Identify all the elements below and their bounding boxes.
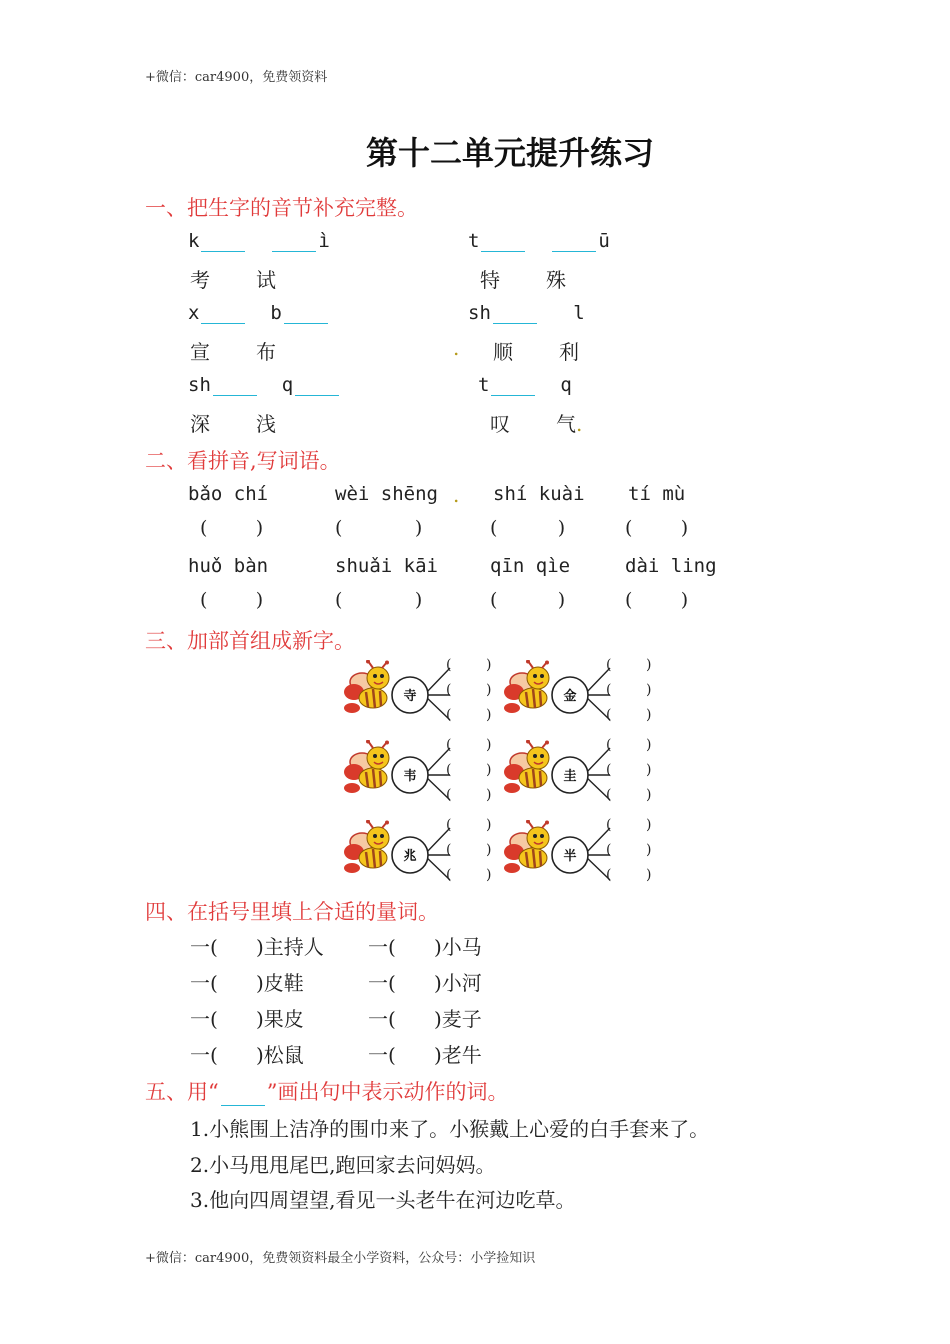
radical-char: 半 xyxy=(563,849,577,864)
hanzi: 叹 xyxy=(490,412,510,436)
section5-heading-start: 五、用“ xyxy=(145,1080,219,1104)
answer-paren[interactable]: ( ) xyxy=(200,589,264,611)
prefix: 一( xyxy=(190,935,218,959)
noun: 小河 xyxy=(441,971,482,995)
prefix: 一( xyxy=(190,1007,218,1031)
pinyin-initial: t xyxy=(478,374,490,396)
hanzi: 布 xyxy=(256,340,276,364)
pinyin-initial: q xyxy=(560,374,572,396)
char-pair xyxy=(190,408,276,437)
prefix: 一( xyxy=(190,1043,218,1067)
hanzi: 殊 xyxy=(546,268,566,292)
pinyin-initial: q xyxy=(281,374,294,396)
fill-blank[interactable] xyxy=(295,375,339,396)
char-pair xyxy=(190,264,276,293)
answer-paren[interactable]: ( ) xyxy=(490,517,566,539)
prefix: 一( xyxy=(368,935,396,959)
pinyin-prompt: qīn qìe xyxy=(490,555,571,577)
radical-char: 韦 xyxy=(403,769,417,784)
noun: 松鼠 xyxy=(263,1043,304,1067)
header-watermark: +微信：car4900，免费领资料 xyxy=(145,70,328,85)
pinyin-initial: t xyxy=(468,230,480,252)
section5-heading-end: ”画出句中表示动作的词。 xyxy=(266,1080,509,1104)
fill-blank[interactable] xyxy=(201,231,245,252)
fill-blank[interactable] xyxy=(272,231,316,252)
pinyin-prompt: shí kuài xyxy=(493,483,585,505)
answer-paren[interactable]: ( ) xyxy=(335,589,423,611)
pinyin-item xyxy=(468,230,610,252)
pinyin-initial: sh xyxy=(468,302,491,324)
measure-word-item[interactable]: 一( )小马 xyxy=(368,935,482,959)
noun: 主持人 xyxy=(263,935,324,959)
pinyin-prompt: tí mù xyxy=(628,483,686,505)
pinyin-final: ū xyxy=(598,230,610,252)
fill-blank[interactable] xyxy=(201,303,245,324)
hanzi: 试 xyxy=(256,268,276,292)
section1-heading: 一、把生字的音节补充完整。 xyxy=(145,196,418,220)
prefix: 一( xyxy=(368,1007,396,1031)
prefix: 一( xyxy=(190,971,218,995)
pinyin-initial: x xyxy=(188,302,200,324)
hanzi: 浅 xyxy=(256,412,276,436)
pinyin-item xyxy=(188,230,330,252)
section3-heading-text: 三、加部首组成新字。 xyxy=(145,629,355,653)
noun: 皮鞋 xyxy=(263,971,304,995)
dot-mark: . xyxy=(453,336,460,360)
fill-blank[interactable] xyxy=(493,303,537,324)
radical-char: 圭 xyxy=(563,769,577,784)
pinyin-initial: k xyxy=(188,230,200,252)
char-pair xyxy=(480,264,566,293)
hanzi: 顺 xyxy=(493,340,513,364)
noun: 小马 xyxy=(441,935,482,959)
prefix: 一( xyxy=(368,971,396,995)
answer-paren[interactable]: ( ) xyxy=(200,517,264,539)
char-pair xyxy=(490,408,582,437)
hanzi: 利 xyxy=(559,340,579,364)
sentence[interactable]: 1.小熊围上洁净的围巾来了。小猴戴上心爱的白手套来了。 xyxy=(190,1117,710,1141)
page-title: 第十二单元提升练习 xyxy=(365,134,654,172)
pinyin-prompt: wèi shēng xyxy=(335,483,438,505)
pinyin-initial: sh xyxy=(188,374,211,396)
fill-blank[interactable] xyxy=(491,375,535,396)
measure-word-item[interactable]: 一( )果皮 xyxy=(190,1007,304,1031)
answer-paren[interactable]: ( ) xyxy=(625,517,689,539)
measure-word-item[interactable]: 一( )主持人 xyxy=(190,935,324,959)
dot-mark: . xyxy=(576,412,583,436)
section3-heading xyxy=(145,625,355,655)
hanzi: 特 xyxy=(480,268,500,292)
measure-word-item[interactable]: 一( )小河 xyxy=(368,971,482,995)
underline-sample xyxy=(221,1085,265,1106)
measure-word-item[interactable]: 一( )麦子 xyxy=(368,1007,482,1031)
hanzi: 气 xyxy=(556,412,576,436)
measure-word-item[interactable]: 一( )老牛 xyxy=(368,1043,482,1067)
sentence[interactable]: 2.小马甩甩尾巴,跑回家去问妈妈。 xyxy=(190,1153,496,1177)
fill-blank[interactable] xyxy=(284,303,328,324)
section5-heading xyxy=(145,1076,509,1106)
pinyin-item xyxy=(188,374,341,396)
pinyin-prompt: huǒ bàn xyxy=(188,555,269,577)
answer-paren[interactable]: ( ) xyxy=(490,589,566,611)
char-pair xyxy=(190,336,276,365)
fill-blank[interactable] xyxy=(552,231,596,252)
pinyin-item xyxy=(478,374,572,396)
pinyin-initial: b xyxy=(270,302,282,324)
pinyin-final: ì xyxy=(318,230,330,252)
pinyin-item xyxy=(468,302,585,324)
sentence[interactable]: 3.他向四周望望,看见一头老牛在河边吃草。 xyxy=(190,1188,576,1212)
measure-word-item[interactable]: 一( )皮鞋 xyxy=(190,971,304,995)
dot-mark: . xyxy=(453,483,460,507)
radical-char: 寺 xyxy=(403,689,417,704)
radical-char: 兆 xyxy=(403,849,417,864)
answer-paren[interactable]: ( ) xyxy=(625,589,689,611)
hanzi: 考 xyxy=(190,268,210,292)
hanzi: 宣 xyxy=(190,340,210,364)
footer-watermark: +微信：car4900，免费领资料最全小学资料，公众号：小学捡知识 xyxy=(145,1251,536,1266)
section4-heading: 四、在括号里填上合适的量词。 xyxy=(145,900,439,924)
fill-blank[interactable] xyxy=(213,375,257,396)
radical-char: 金 xyxy=(563,689,577,704)
prefix: 一( xyxy=(368,1043,396,1067)
noun: 麦子 xyxy=(441,1007,482,1031)
hanzi: 深 xyxy=(190,412,210,436)
noun: 果皮 xyxy=(263,1007,304,1031)
char-pair xyxy=(493,336,579,365)
fill-blank[interactable] xyxy=(481,231,525,252)
measure-word-item[interactable]: 一( )松鼠 xyxy=(190,1043,304,1067)
noun: 老牛 xyxy=(441,1043,482,1067)
answer-paren[interactable]: ( ) xyxy=(335,517,423,539)
pinyin-prompt: shuǎi kāi xyxy=(335,555,438,577)
pinyin-prompt: dài ling xyxy=(625,555,717,577)
section2-heading: 二、看拼音,写词语。 xyxy=(145,449,341,473)
pinyin-prompt: bǎo chí xyxy=(188,483,269,505)
pinyin-item xyxy=(188,302,330,324)
pinyin-initial: l xyxy=(573,302,585,324)
